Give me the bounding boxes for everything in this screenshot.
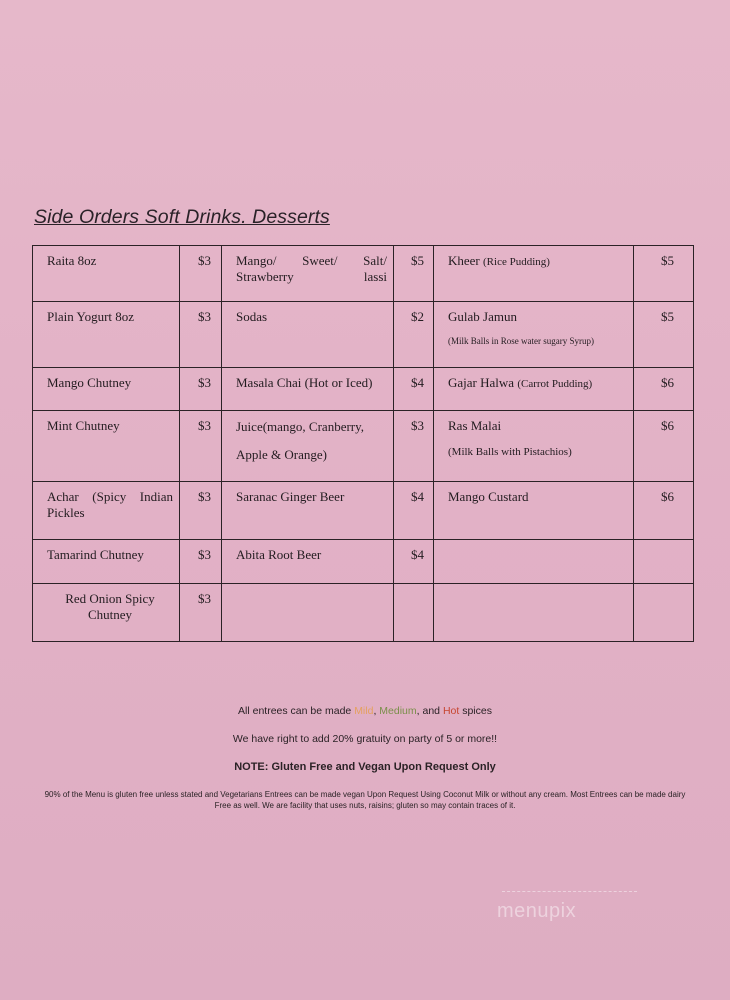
dessert-note: (Milk Balls with Pistachios) [448,446,572,458]
table-row [33,482,694,540]
drink-price: $4 [394,540,434,584]
gratuity-note: We have right to add 20% gratuity on party of 5 or more!! [232,733,498,745]
side-item: Achar (Spicy Indian Pickles [33,482,180,540]
drink-price: $5 [394,246,434,302]
drink-price: $4 [394,368,434,411]
dessert-item [434,584,634,642]
dessert-price: $5 [634,246,694,302]
table-row [33,302,694,368]
dessert-item: Ras Malai (Milk Balls with Pistachios) [434,411,634,482]
dessert-item: Gulab Jamun (Milk Balls in Rose water sugary Syrup) [434,302,634,368]
dessert-price [634,540,694,584]
section-title: Side Orders Soft Drinks. Desserts [34,206,330,228]
dessert-item [434,540,634,584]
dessert-note: (Milk Balls in Rose water sugary Syrup) [448,336,594,346]
dessert-item: Gajar Halwa (Carrot Pudding) [434,368,634,411]
gluten-vegan-note: NOTE: Gluten Free and Vegan Upon Request Only [234,761,496,773]
drink-item: Juice(mango, Cranberry, Apple & Orange) [222,411,394,482]
drink-item: Masala Chai (Hot or Iced) [222,368,394,411]
dessert-price [634,584,694,642]
menu-table [32,245,694,642]
dessert-price: $6 [634,482,694,540]
table-row [33,540,694,584]
side-price: $3 [180,302,222,368]
watermark-divider [502,891,637,892]
side-item: Raita 8oz [33,246,180,302]
dessert-price: $5 [634,302,694,368]
side-price: $3 [180,540,222,584]
dessert-item: Kheer (Rice Pudding) [434,246,634,302]
drink-price: $2 [394,302,434,368]
drink-item: Sodas [222,302,394,368]
side-price: $3 [180,482,222,540]
side-price: $3 [180,411,222,482]
dessert-price: $6 [634,368,694,411]
drink-price: $3 [394,411,434,482]
table-row [33,411,694,482]
side-item: Red Onion Spicy Chutney [33,584,180,642]
side-item: Mango Chutney [33,368,180,411]
fine-print: 90% of the Menu is gluten free unless stated and Vegetarians Entrees can be made vegan Upon Request Using Coconut Milk or without any cream. Most Entrees can be made dairy Free as well. We are facility that uses nuts, raisins; gluten so may contain traces of it. [44,790,686,810]
table-row [33,584,694,642]
dessert-note: (Carrot Pudding) [517,378,593,390]
spice-note: All entrees can be made Mild, Medium, and Hot spices [238,705,492,717]
table-row [33,368,694,411]
drink-item: Mango/ Sweet/ Salt/ Strawberry lassi [222,246,394,302]
watermark-logo: menupix [497,900,577,922]
drink-item [222,584,394,642]
drink-item: Abita Root Beer [222,540,394,584]
side-item: Tamarind Chutney [33,540,180,584]
side-price: $3 [180,584,222,642]
table-row [33,246,694,302]
dessert-item: Mango Custard [434,482,634,540]
drink-price: $4 [394,482,434,540]
drink-price [394,584,434,642]
side-item: Mint Chutney [33,411,180,482]
side-price: $3 [180,368,222,411]
side-item: Plain Yogurt 8oz [33,302,180,368]
drink-item: Saranac Ginger Beer [222,482,394,540]
side-price: $3 [180,246,222,302]
dessert-price: $6 [634,411,694,482]
dessert-note: (Rice Pudding) [483,256,550,268]
